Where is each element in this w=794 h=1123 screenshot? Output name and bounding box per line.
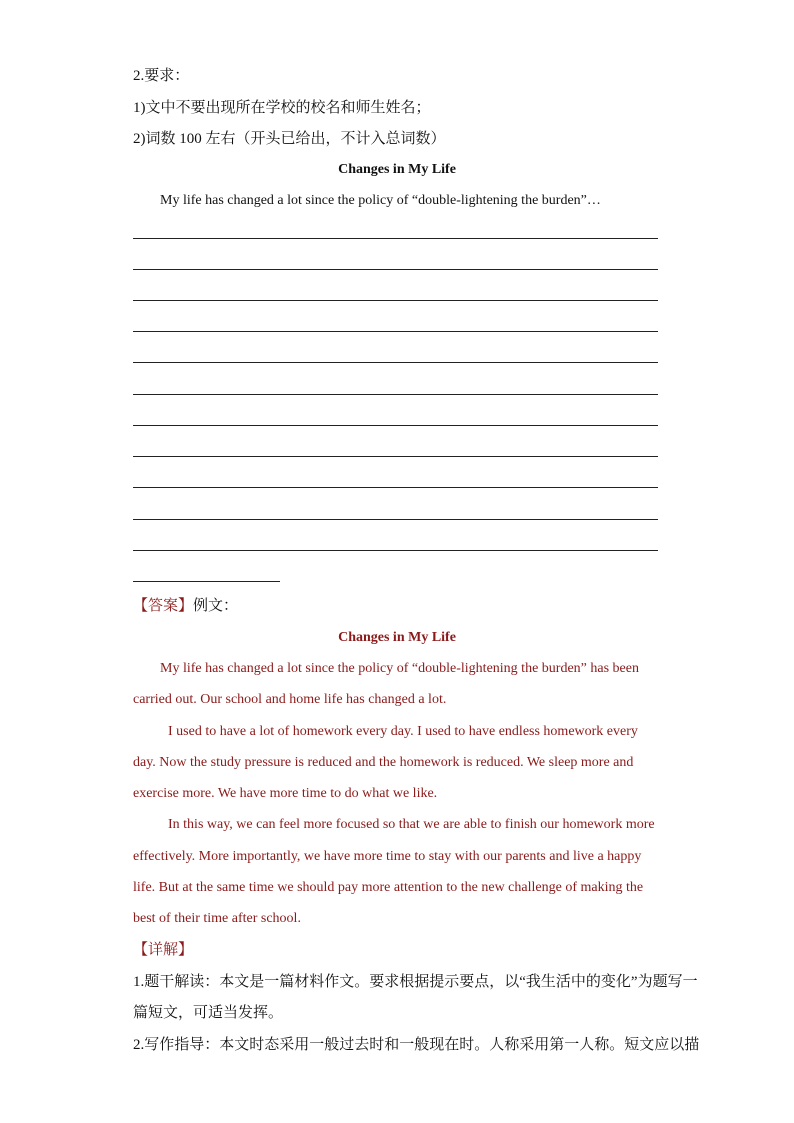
answer-line: effectively. More importantly, we have more time to stay with our parents and live a happy bbox=[133, 849, 642, 864]
answer-heading bbox=[133, 596, 238, 616]
answer-line: carried out. Our school and home life has changed a lot. bbox=[133, 692, 447, 707]
analysis-line: 篇短文，可适当发挥。 bbox=[133, 1005, 284, 1021]
analysis-line: 1.题干解读：本文是一篇材料作文。要求根据提示要点，以“我生活中的变化”为题写一 bbox=[133, 974, 698, 990]
writing-line bbox=[133, 394, 658, 395]
answer-label: 【答案】 bbox=[133, 598, 194, 614]
answer-label-suffix: 例文： bbox=[193, 598, 239, 614]
writing-line bbox=[133, 425, 658, 426]
answer-line: best of their time after school. bbox=[133, 911, 301, 926]
analysis-label: 【详解】 bbox=[133, 942, 194, 958]
requirements-heading: 2.要求： bbox=[133, 68, 190, 84]
writing-line bbox=[133, 238, 658, 239]
writing-line bbox=[133, 300, 658, 301]
prompt-opening: My life has changed a lot since the policy of “double-lightening the burden”… bbox=[160, 193, 601, 208]
writing-line bbox=[133, 487, 658, 488]
answer-title: Changes in My Life bbox=[338, 630, 456, 645]
requirement-item-1: 1)文中不要出现所在学校的校名和师生姓名； bbox=[133, 100, 431, 116]
prompt-title: Changes in My Life bbox=[338, 162, 456, 177]
writing-line bbox=[133, 519, 658, 520]
writing-line bbox=[133, 550, 658, 551]
answer-line: day. Now the study pressure is reduced and the homework is reduced. We sleep more and bbox=[133, 755, 634, 770]
writing-line bbox=[133, 456, 658, 457]
section-divider bbox=[133, 581, 280, 582]
answer-line: I used to have a lot of homework every day. I used to have endless homework every bbox=[168, 724, 638, 739]
writing-line bbox=[133, 362, 658, 363]
answer-line: life. But at the same time we should pay more attention to the new challenge of making the bbox=[133, 880, 644, 895]
analysis-line: 2.写作指导：本文时态采用一般过去时和一般现在时。人称采用第一人称。短文应以描 bbox=[133, 1037, 700, 1053]
requirement-item-2: 2)词数 100 左右（开头已给出，不计入总词数） bbox=[133, 131, 446, 147]
answer-line: exercise more. We have more time to do what we like. bbox=[133, 786, 438, 801]
answer-line: In this way, we can feel more focused so that we are able to finish our homework more bbox=[168, 817, 655, 832]
answer-line: My life has changed a lot since the policy of “double-lightening the burden” has been bbox=[160, 661, 639, 676]
writing-line bbox=[133, 269, 658, 270]
writing-line bbox=[133, 331, 658, 332]
